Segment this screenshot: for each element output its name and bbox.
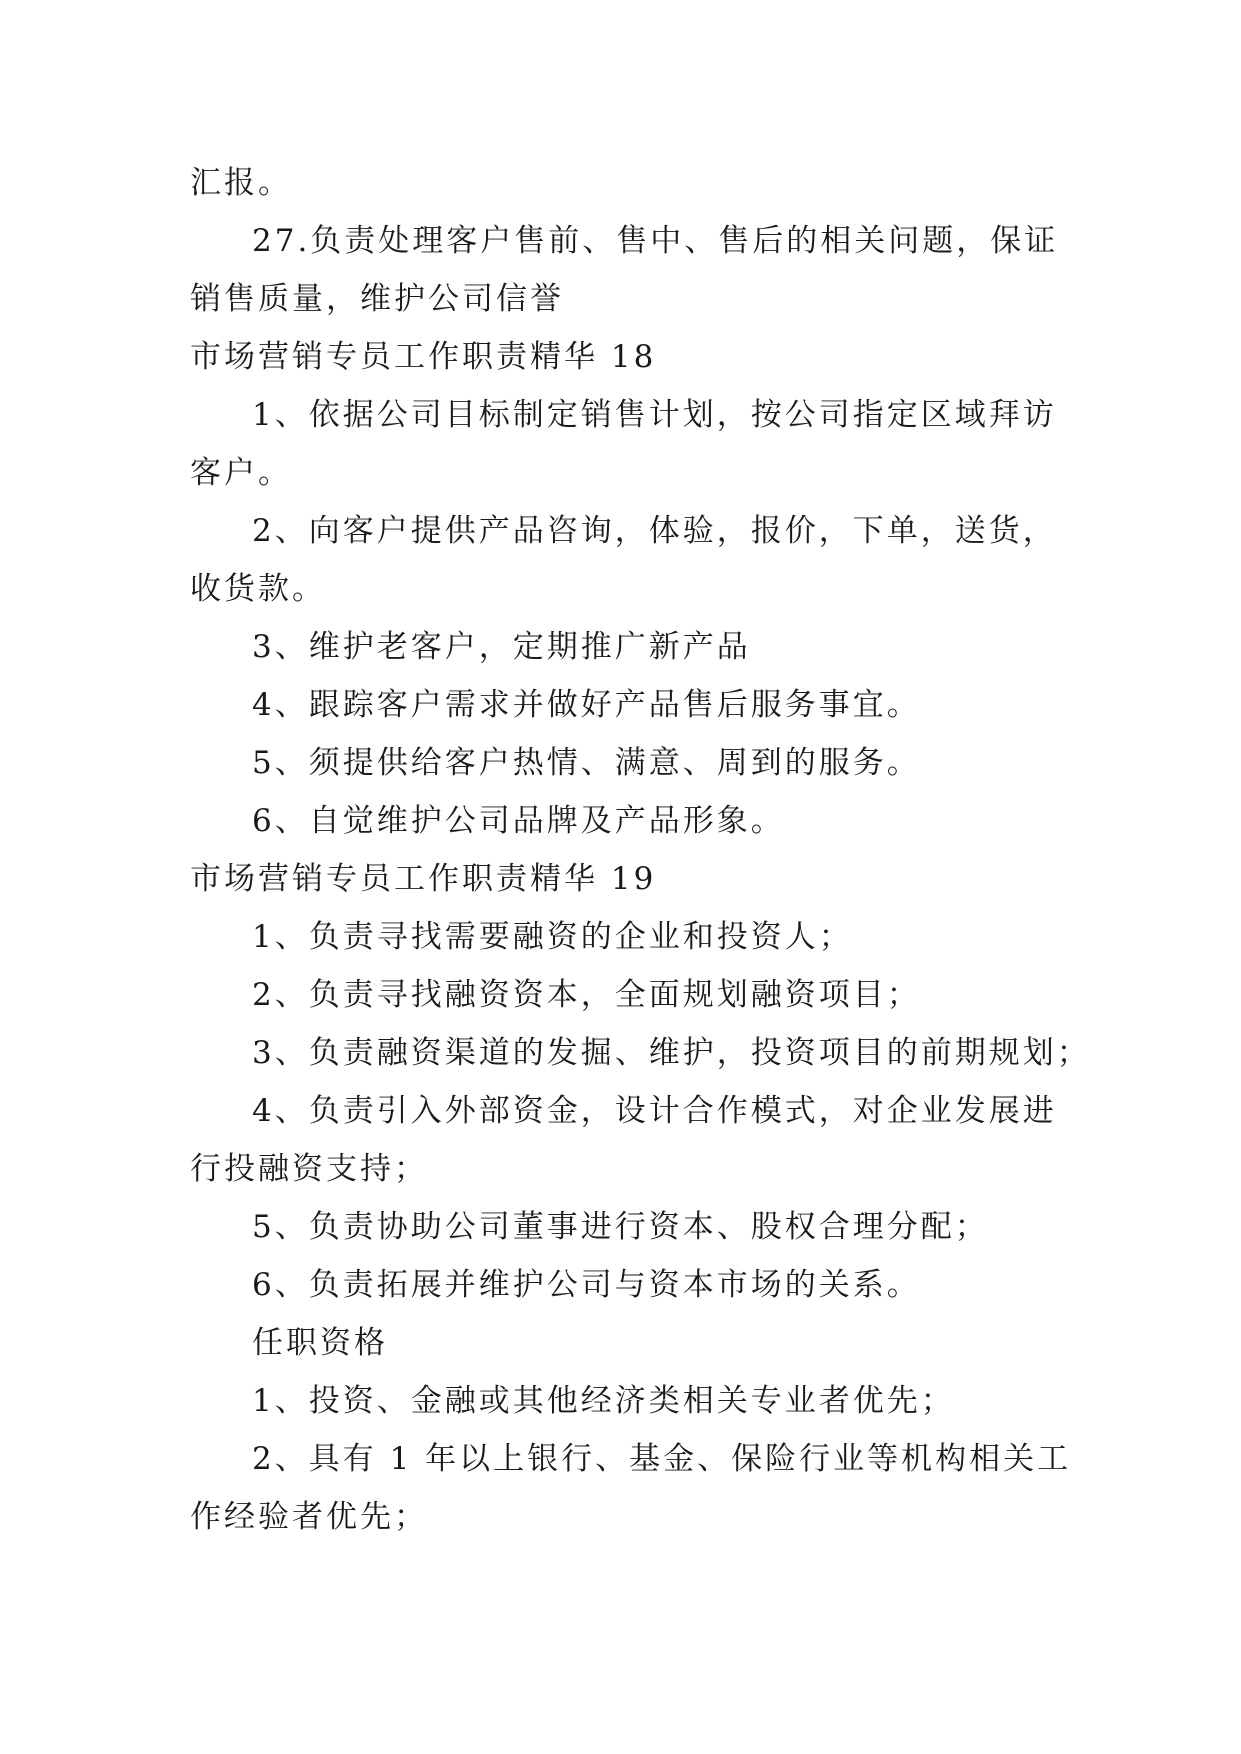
text-line: 2、具有 1 年以上银行、基金、保险行业等机构相关工 xyxy=(252,1441,1072,1477)
text-line: 4、跟踪客户需求并做好产品售后服务事宜。 xyxy=(252,687,921,723)
text-line: 销售质量，维护公司信誉 xyxy=(190,281,564,317)
text-line: 1、负责寻找需要融资的企业和投资人； xyxy=(252,919,853,955)
text-line: 6、自觉维护公司品牌及产品形象。 xyxy=(252,803,785,839)
section-heading: 市场营销专员工作职责精华 19 xyxy=(190,861,657,897)
text-line: 6、负责拓展并维护公司与资本市场的关系。 xyxy=(252,1267,921,1303)
text-line: 作经验者优先； xyxy=(190,1499,428,1535)
text-line: 汇报。 xyxy=(190,165,292,201)
text-line: 3、维护老客户，定期推广新产品 xyxy=(252,629,751,665)
text-line: 行投融资支持； xyxy=(190,1151,428,1187)
text-line: 2、向客户提供产品咨询，体验，报价，下单，送货， xyxy=(252,513,1057,549)
text-line: 1、依据公司目标制定销售计划，按公司指定区域拜访 xyxy=(252,397,1057,433)
text-line: 客户。 xyxy=(190,455,292,491)
text-line: 4、负责引入外部资金，设计合作模式，对企业发展进 xyxy=(252,1093,1057,1129)
text-line: 2、负责寻找融资资本，全面规划融资项目； xyxy=(252,977,921,1013)
text-line: 27.负责处理客户售前、售中、售后的相关问题，保证 xyxy=(252,223,1059,259)
document-page xyxy=(190,154,1090,1546)
text-line: 3、负责融资渠道的发掘、维护，投资项目的前期规划； xyxy=(252,1035,1091,1071)
subheading: 任职资格 xyxy=(252,1325,388,1361)
text-line: 5、须提供给客户热情、满意、周到的服务。 xyxy=(252,745,921,781)
text-line: 5、负责协助公司董事进行资本、股权合理分配； xyxy=(252,1209,989,1245)
text-line: 收货款。 xyxy=(190,571,326,607)
text-line: 1、投资、金融或其他经济类相关专业者优先； xyxy=(252,1383,955,1419)
section-heading: 市场营销专员工作职责精华 18 xyxy=(190,339,657,375)
